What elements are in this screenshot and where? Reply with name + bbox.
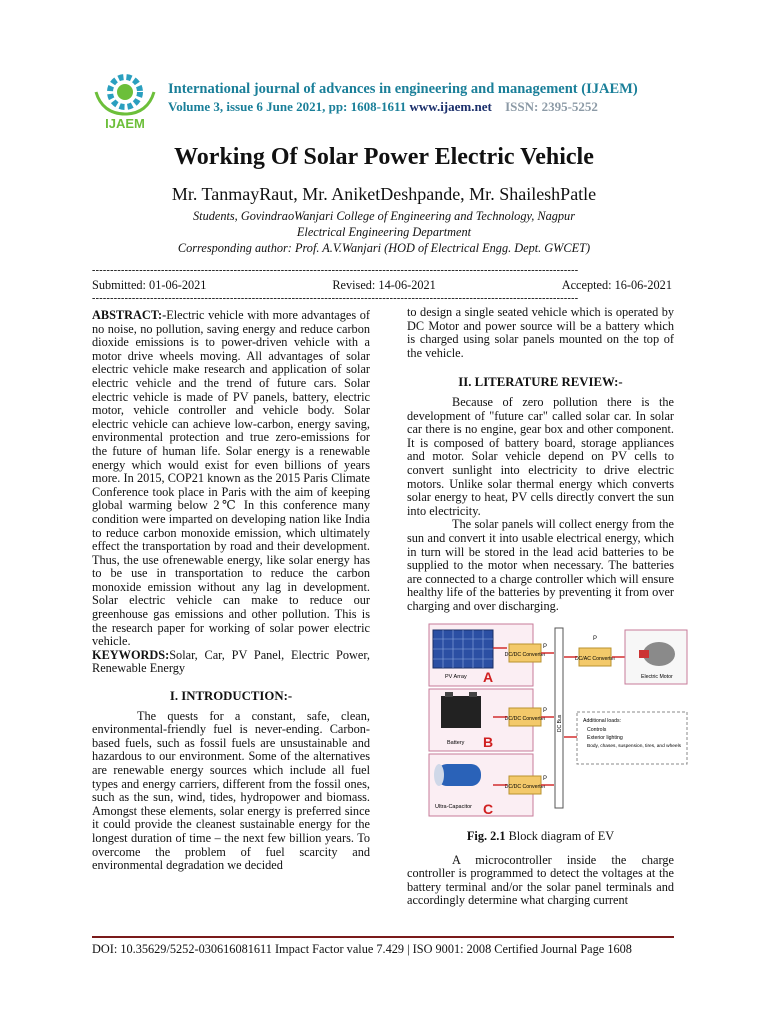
- caption-label: Fig. 2.1: [466, 829, 506, 844]
- motor-label: Electric Motor: [641, 674, 673, 681]
- label-a: A: [483, 669, 494, 686]
- submitted-date: Submitted: 01-06-2021: [92, 278, 207, 292]
- ucap-label: Ultra-Capacitor: [435, 804, 472, 811]
- intro-heading: I. INTRODUCTION:-: [169, 689, 293, 704]
- load-1: Controls: [587, 727, 607, 734]
- ijaem-logo: [90, 66, 160, 132]
- p-label-1: P: [543, 644, 548, 651]
- accepted-date: Accepted: 16-06-2021: [561, 278, 672, 292]
- authors: Mr. TanmayRaut, Mr. AniketDeshpande, Mr. ShaileshPatle: [171, 184, 597, 204]
- abstract: [92, 309, 370, 649]
- literature-para-1: Because of zero pollution there is the development of "future car" called solar car. In solar car there is no engine, gear box and other component. It is composed of battery board, storage appliances and motor. Solar vehicle depend on PV cells to convert sunlight into electricity to drive electric motors. Unlike solar thermal energy which converts solar energy to heat, PV cells directly convert the sun into electricity.: [407, 394, 674, 518]
- affiliation-line-3: Corresponding author: Prof. A.V.Wanjari (HOD of Electrical Engg. Dept. GWCET): [177, 241, 591, 255]
- affiliation-line-2: Electrical Engineering Department: [296, 225, 472, 239]
- website-link[interactable]: www.ijaem.net: [409, 99, 492, 114]
- abstract-label: ABSTRACT:-: [92, 308, 167, 322]
- figure-caption: [407, 830, 674, 844]
- literature-para-2: The solar panels will collect energy from the sun and convert it into usable electrical energy, which in turn will be stored in the lead acid batteries to be supplied to the motor when necessary. The batteries are connected to a charge controller which will ensure healthy life of the batteries by preventing it from over charging and over discharging.: [407, 517, 674, 613]
- dcdc-label-3: DC/DC Converter: [504, 784, 546, 791]
- issn: ISSN: 2395-5252: [505, 99, 598, 114]
- right-column: [407, 305, 682, 908]
- keywords-text: Solar, Car, PV Panel, Electric Power, Renewable Energy: [92, 647, 370, 676]
- dcac-label: DC/AC Converter: [574, 656, 616, 663]
- volume-line: [168, 98, 688, 116]
- left-column: [92, 309, 370, 873]
- intro-text: The quests for a constant, safe, clean, environmental-friendly fuel is never-ending. Carbon-based fuels, such as fossil fuels are unsustainable and hazardous to our environment. Some of the alternatives are renewable energy sources which include all fuel types and energy carriers, different from the fossil ones, such as the sun, wind, tides, hydropower and biomass. Amongst these elements, solar energy is preferred since it could provide the cleanest sustainable energy for the longest duration of time – the next few billion years. To overcome the problem of fuel scarcity and environmental degradation we decided: [92, 708, 370, 873]
- dc-bus-label: DC Bus: [557, 715, 563, 733]
- load-2: Exterior lighting: [587, 735, 623, 742]
- footer: DOI: 10.35629/5252-030616081611 Impact Factor value 7.429 | ISO 9001: 2008 Certified Journal Page 1608: [92, 942, 632, 956]
- p-label-3: P: [543, 776, 548, 783]
- pv-array-icon: [433, 630, 493, 668]
- pv-label: PV Array: [445, 674, 467, 681]
- ultracapacitor-icon: [434, 764, 481, 786]
- battery-icon: [441, 692, 481, 728]
- volume-info: Volume 3, issue 6 June 2021, pp: 1608-1611: [168, 99, 407, 114]
- separator-top: --------------------------------------------------------------------------------------------------------------------------------------: [92, 266, 579, 276]
- keywords: [92, 649, 370, 676]
- journal-header: [168, 80, 688, 116]
- p-label-4: P: [593, 636, 598, 643]
- after-figure-text: A microcontroller inside the charge controller is programmed to detect the voltages at the battery terminal and/or the solar panel terminals and accordingly determine what charging current: [407, 852, 674, 908]
- loads-title: Additional loads:: [583, 718, 622, 725]
- journal-name: International journal of advances in engineering and management (IJAEM): [168, 81, 638, 97]
- literature-heading: II. LITERATURE REVIEW:-: [458, 375, 623, 390]
- intro-continuation: to design a single seated vehicle which is operated by DC Motor and power source will be a battery which is charged using solar panels mounted on the top of the vehicle.: [407, 305, 674, 360]
- battery-label: Battery: [447, 740, 465, 747]
- dcdc-label-2: DC/DC Converter: [504, 716, 546, 723]
- logo-text: IJAEM: [105, 116, 145, 131]
- dcdc-label-1: DC/DC Converter: [504, 652, 546, 659]
- load-3: Body, chases, suspension, tires, and wheels: [587, 744, 682, 750]
- ev-block-diagram: [427, 622, 691, 818]
- label-c: C: [483, 801, 494, 818]
- affiliation: [0, 208, 768, 256]
- dates-row: [92, 278, 672, 293]
- caption-text: Block diagram of EV: [505, 829, 615, 844]
- affiliation-line-1: Students, GovindraoWanjari College of Engineering and Technology, Nagpur: [193, 209, 575, 223]
- separator-bottom: --------------------------------------------------------------------------------------------------------------------------------------: [92, 294, 579, 304]
- keywords-label: KEYWORDS:: [92, 647, 170, 662]
- label-b: B: [483, 734, 494, 751]
- footer-rule: [92, 936, 674, 938]
- abstract-text: Electric vehicle with more advantages of no noise, no pollution, saving energy and reduce carbon dioxide emissions is to power-driven vehicle with a motor drive wheels moving. All advantages of solar electric vehicle make research and application of solar electric vehicle and the trend of future cars. Solar electric vehicle is made of PV panels, battery, electric motor, vehicle controller and vehicle body. Solar electric vehicle can achieve low-carbon, energy saving, environmental protection and true zero-emissions for the future of human life. Solar energy is a renewable energy which would exist for even billions of years more. In 2015, COP21 known as the 2015 Paris Climate Conference took place in Paris with the aim of keeping global warming below 2℃ In this conference many condition were imparted on developing nation like India to reduce carbon monoxide emission, which ultimately effect the transportation by road and their development. Thus, the use ofrenewable energy, like solar energy has to be use in transportation to reduce the carbon monoxide emission without any lag in development. Solar electric vehicle can make to reduce our greenhouse gas emissions and other pollution. This is the research paper for working of solar power electric vehicle.: [92, 308, 370, 649]
- p-label-2: P: [543, 708, 548, 715]
- paper-title: Working Of Solar Power Electric Vehicle: [174, 144, 594, 170]
- revised-date: Revised: 14-06-2021: [332, 278, 436, 292]
